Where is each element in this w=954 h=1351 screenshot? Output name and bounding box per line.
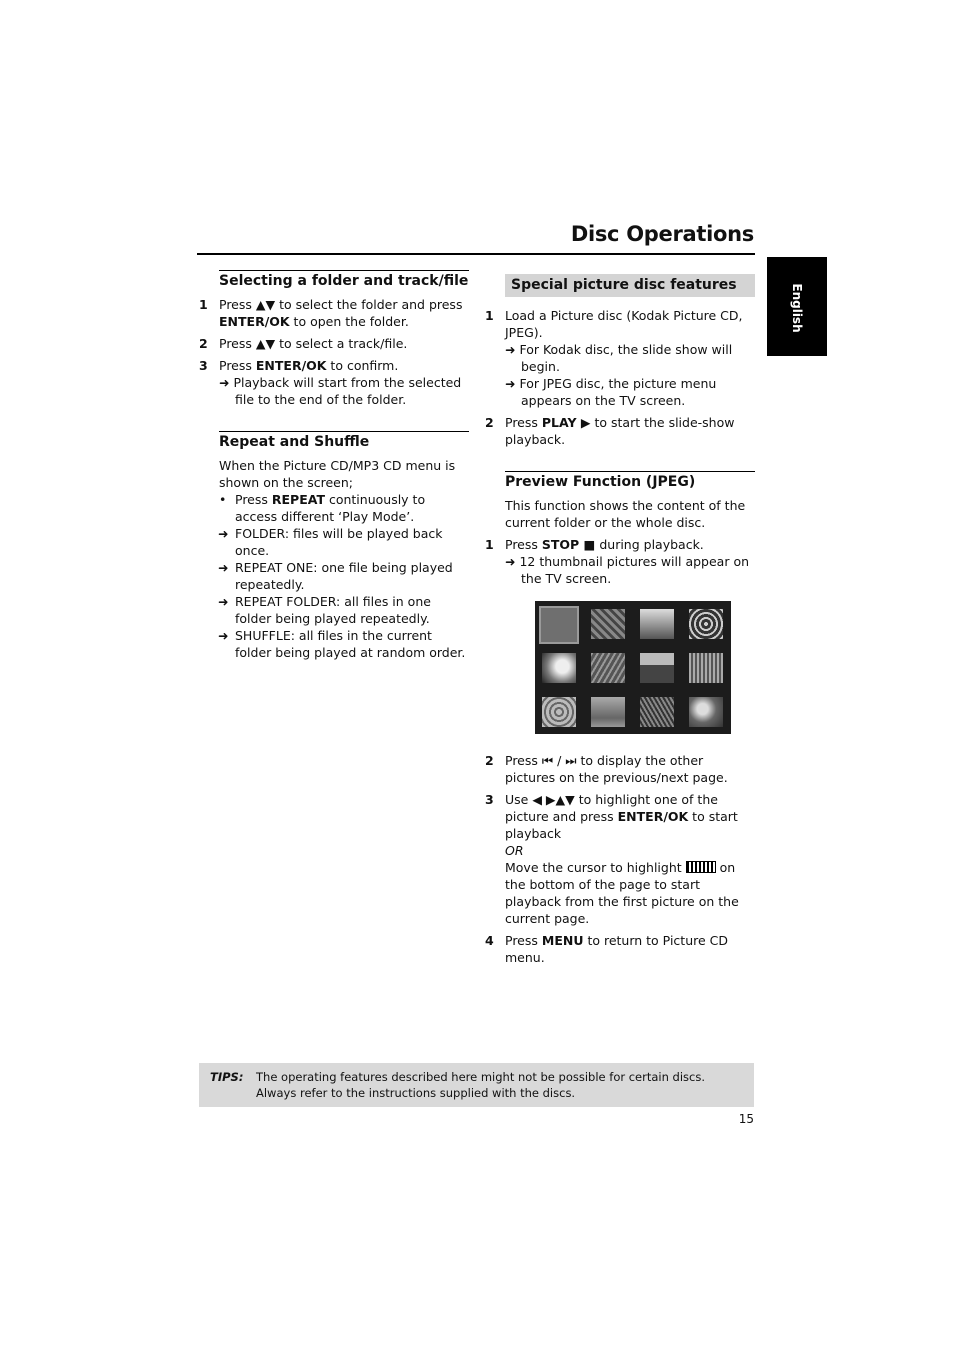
result-note: ➜ 12 thumbnail pictures will appear on the TV screen. [505, 554, 750, 586]
language-tab-label: English [790, 283, 804, 333]
step-4: 4 Press MENU to return to Picture CD menu. [485, 933, 728, 965]
thumbnail-image [591, 697, 625, 727]
page-title: Disc Operations [570, 222, 754, 246]
step-2: 2 Press ▲▼ to select a track/file. [199, 336, 408, 351]
arrow-item-repeat-one: ➜ REPEAT ONE: one file being played repeatedly. [218, 560, 453, 592]
step-1: 1 Press ▲▼ to select the folder and press ENTER/OK to open the folder. [199, 297, 463, 329]
arrow-icon: ➜ [218, 594, 229, 609]
page-number: 15 [738, 1112, 754, 1126]
bullet-item: • Press REPEAT continuously to access different ‘Play Mode’. [219, 492, 426, 524]
section-heading-folder-track: Selecting a folder and track/file [219, 270, 469, 290]
arrow-icon: ➜ [218, 560, 229, 575]
intro-text: When the Picture CD/MP3 CD menu is shown on the screen; [219, 458, 456, 490]
result-note: ➜ For Kodak disc, the slide show will begin. [505, 342, 733, 374]
thumbnail-image [689, 697, 723, 727]
intro-text: This function shows the content of the current folder or the whole disc. [505, 498, 746, 530]
thumbnail-image [689, 653, 723, 683]
thumbnail-image [689, 609, 723, 639]
arrow-item-repeat-folder: ➜ REPEAT FOLDER: all files in one folder being played repeatedly. [218, 594, 431, 626]
bullet-icon: • [219, 492, 227, 507]
thumbnail-image [542, 653, 576, 683]
thumbnail-strip-icon [686, 861, 716, 873]
tips-text: The operating features described here might not be possible for certain discs. Always refer to the instructions supplied with the discs. [256, 1070, 706, 1100]
thumbnail-image [591, 653, 625, 683]
step-2: 2 Press PLAY ▶ to start the slide-show playback. [485, 415, 735, 447]
thumbnail-grid-image [535, 601, 731, 734]
arrow-item-shuffle: ➜ SHUFFLE: all files in the current folder being played at random order. [218, 628, 466, 660]
step-3: 3 Press ENTER/OK to confirm. ➜ Playback will start from the selected file to the end of the folder. [199, 357, 469, 408]
right-column [485, 274, 755, 971]
thumbnail-image [591, 609, 625, 639]
arrow-icon: ➜ [505, 342, 520, 357]
arrow-icon: ➜ [218, 526, 229, 541]
language-tab [767, 257, 827, 356]
section-heading-repeat-shuffle: Repeat and Shuffle [219, 431, 469, 451]
thumbnail-image [640, 609, 674, 639]
step-2: 2 Press ⏮ / ⏭ to display the other pictures on the previous/next page. [485, 753, 728, 785]
thumbnail-image [542, 697, 576, 727]
title-rule [197, 253, 755, 255]
step-1: 1 Load a Picture disc (Kodak Picture CD, JPEG). ➜ For Kodak disc, the slide show will begin. ➜ For JPEG disc, the picture menu appears on the TV screen. [485, 307, 755, 409]
arrow-item-folder: ➜ FOLDER: files will be played back once. [218, 526, 443, 558]
result-note: ➜ For JPEG disc, the picture menu appears on the TV screen. [505, 376, 717, 408]
step-3: 3 Use ◀ ▶▲▼ to highlight one of the picture and press ENTER/OK to start playback OR Move the cursor to highlight on the bottom of the page to start playback from the first picture on the current page. [485, 792, 739, 926]
thumbnail-image [640, 697, 674, 727]
step-1: 1 Press STOP ■ during playback. ➜ 12 thumbnail pictures will appear on the TV screen. [485, 536, 755, 587]
thumbnail-image [640, 653, 674, 683]
tips-box [199, 1063, 754, 1107]
arrow-icon: ➜ [505, 554, 520, 569]
section-heading-preview: Preview Function (JPEG) [505, 471, 755, 491]
thumbnail-image [541, 608, 577, 642]
arrow-icon: ➜ [505, 376, 520, 391]
arrow-icon: ➜ [219, 375, 234, 390]
left-column [199, 270, 469, 661]
arrow-icon: ➜ [218, 628, 229, 643]
section-heading-picture-disc: Special picture disc features [505, 274, 755, 297]
result-note: ➜ Playback will start from the selected file to the end of the folder. [219, 375, 462, 407]
tips-label: TIPS: [210, 1070, 244, 1084]
